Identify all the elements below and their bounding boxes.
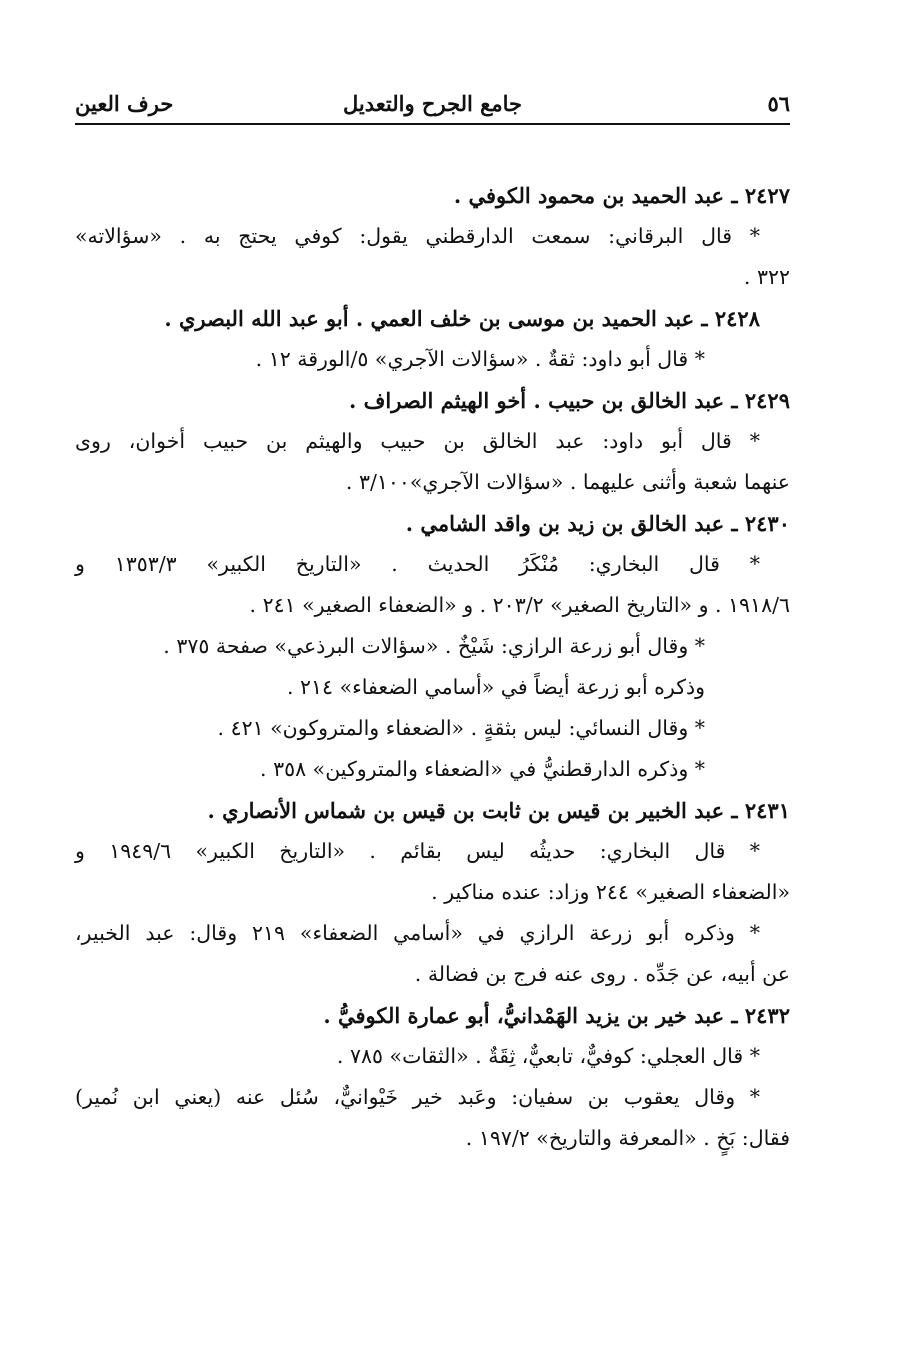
entry-text-line: * قال أبو داود: عبد الخالق بن حبيب والهيثم بن حبيب أخوان، روى	[75, 429, 760, 453]
entry-text-line: وذكره أبو زرعة أيضاً في «أسامي الضعفاء» ٢١٤ .	[286, 675, 705, 699]
entry-text-line: * قال البخاري: مُنْكَرُ الحديث . «التاريخ الكبير» ١٣٥٣/٣ و	[75, 552, 761, 576]
entry-text-line: * قال العجلي: كوفيٌّ، تابعيٌّ، ثِقَةٌ . «الثقات» ٧٨٥ .	[336, 1044, 760, 1068]
entry-text-line: * وقال أبو زرعة الرازي: شَيْخٌ . «سؤالات البرذعي» صفحة ٣٧٥ .	[163, 634, 705, 658]
entry-2431	[75, 790, 790, 995]
entry-text-line: عنهما شعبة وأثنى عليهما . «سؤالات الآجري»٣/١٠٠ .	[345, 470, 790, 494]
entry-text-line: * وقال النسائي: ليس بثقةٍ . «الضعفاء والمتروكون» ٤٢١ .	[217, 716, 705, 740]
entry-title: ٢٤٢٩ ـ عبد الخالق بن حبيب . أخو الهيثم الصراف .	[349, 388, 790, 413]
entry-title: ٢٤٢٨ ـ عبد الحميد بن موسى بن خلف العمي . أبو عبد الله البصري .	[164, 306, 760, 331]
running-header	[75, 85, 790, 125]
entry-text-line: «الضعفاء الصغير» ٢٤٤ وزاد: عنده مناكير .	[431, 880, 790, 904]
book-page	[75, 85, 790, 1265]
entry-text-line: * قال البخاري: حديثُه ليس بقائم . «التاريخ الكبير» ١٩٤٩/٦ و	[75, 839, 760, 863]
entry-title: ٢٤٢٧ ـ عبد الحميد بن محمود الكوفي .	[453, 183, 790, 208]
entry-text-line: * قال البرقاني: سمعت الدارقطني يقول: كوفي يحتج به . «سؤالاته»	[75, 224, 760, 248]
entry-text-line: * وذكره أبو زرعة الرازي في «أسامي الضعفاء» ٢١٩ وقال: عبد الخبير،	[75, 921, 760, 945]
entry-text-line: * وذكره الدارقطنيُّ في «الضعفاء والمتروكين» ٣٥٨ .	[260, 757, 705, 781]
entry-text-line: * وقال يعقوب بن سفيان: وعَبد خير خَيْوانيٌّ، سُئل عنه (يعني ابن نُمير)	[75, 1085, 760, 1109]
entry-title: ٢٤٣١ ـ عبد الخبير بن قيس بن ثابت بن قيس بن شماس الأنصاري .	[207, 798, 790, 823]
entry-2429	[75, 380, 790, 503]
entry-text-line: عن أبيه، عن جَدِّه . روى عنه فرج بن فضالة .	[414, 962, 790, 986]
entry-title: ٢٤٣٠ ـ عبد الخالق بن زيد بن واقد الشامي .	[405, 511, 790, 536]
page-content	[75, 175, 790, 1159]
chapter-title: حرف العين	[75, 91, 174, 116]
page-number: ٥٦	[767, 91, 790, 116]
entry-title: ٢٤٣٢ ـ عبد خير بن يزيد الهَمْدانيُّ، أبو عمارة الكوفيُّ .	[323, 1003, 790, 1028]
entry-text-line: ١٩١٨/٦ . و «التاريخ الصغير» ٢٠٣/٢ . و «الضعفاء الصغير» ٢٤١ .	[249, 593, 790, 617]
entry-text-line: ٣٢٢ .	[743, 265, 790, 289]
entry-text-line: فقال: بَخٍ . «المعرفة والتاريخ» ١٩٧/٢ .	[465, 1126, 790, 1150]
entry-text-line: * قال أبو داود: ثقةٌ . «سؤالات الآجري» ٥/الورقة ١٢ .	[255, 347, 705, 371]
entry-2432	[75, 995, 790, 1159]
entry-2430	[75, 503, 790, 790]
book-title: جامع الجرح والتعديل	[343, 91, 522, 116]
entry-2428	[75, 298, 790, 380]
entry-2427	[75, 175, 790, 298]
